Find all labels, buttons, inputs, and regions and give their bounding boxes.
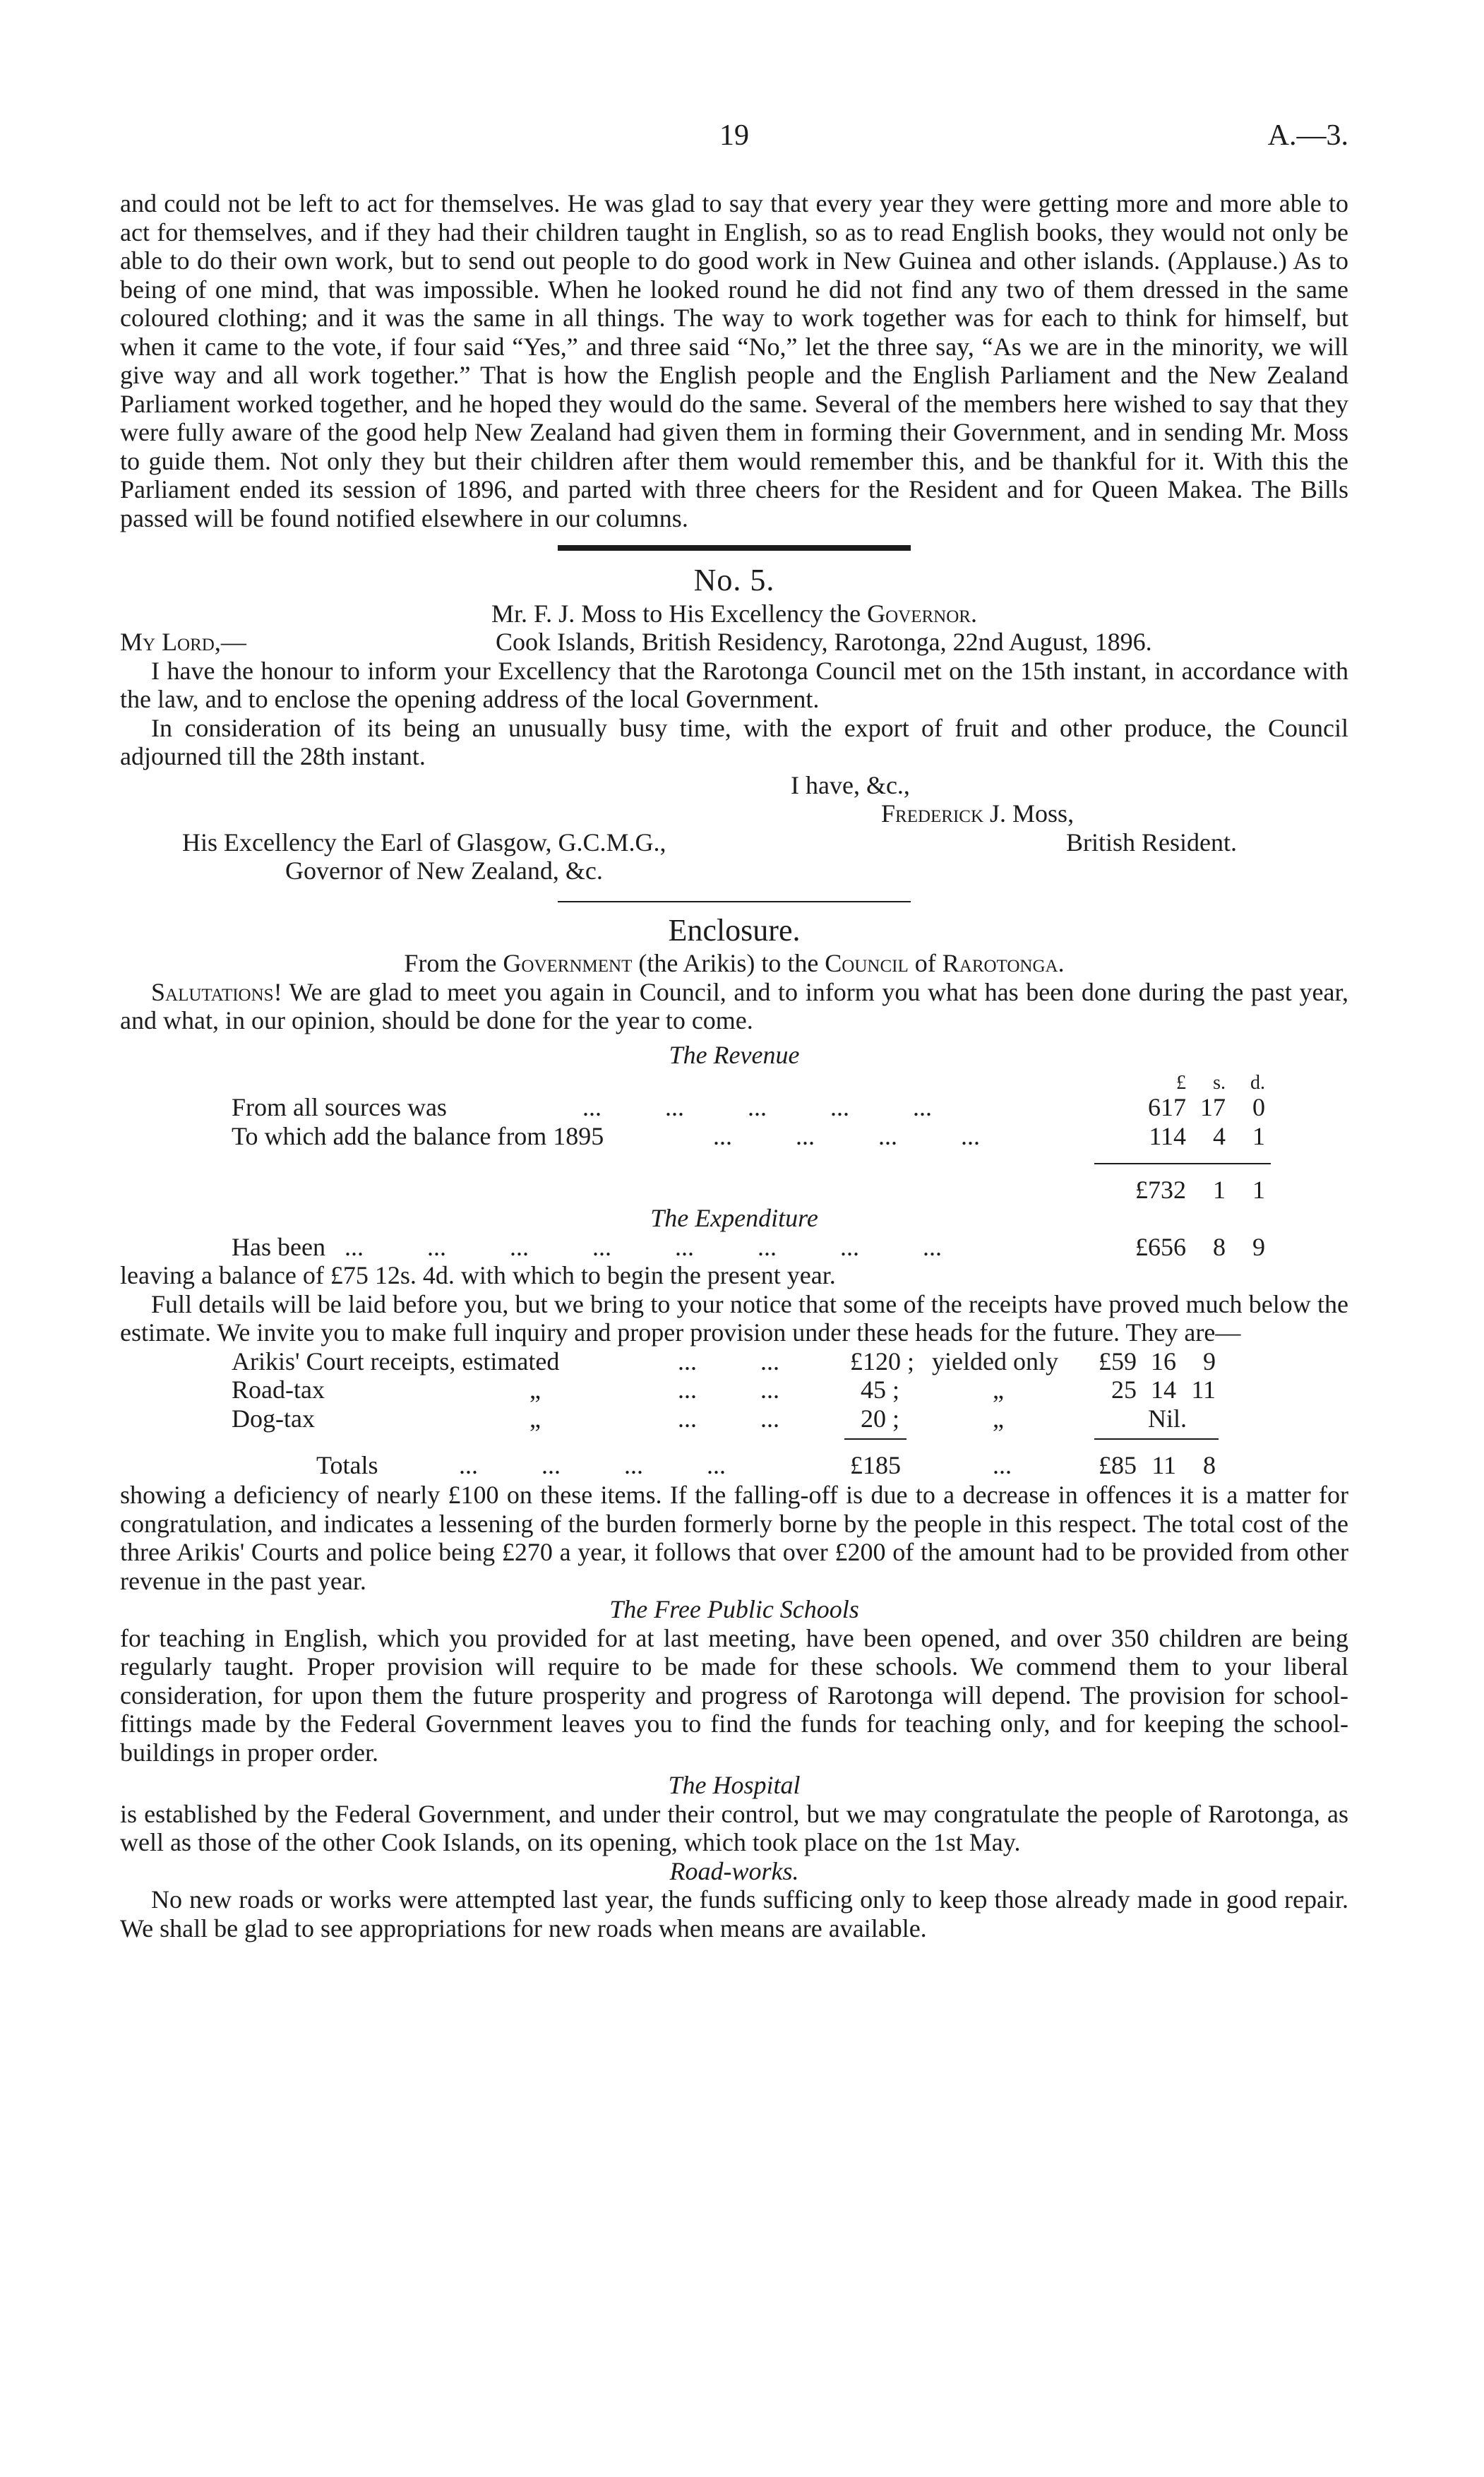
closing-row bbox=[120, 771, 1348, 800]
signature-row bbox=[120, 799, 1348, 828]
receipts-row-pounds: Nil. bbox=[1148, 1404, 1187, 1433]
intro-paragraph: and could not be left to act for themselves. He was glad to say that every year they were getting more and more able to act for themselves, and if they had their children taught in English, so as to read English books, they would not only be able to do their own work, but to send out people to do good work in New Guinea and other islands. (Applause.) As to being of one mind, that was impossible. When he looked round he did not find any two of them dressed in the same coloured clothing; and it was the same in all things. The way to work together was for each to think for himself, but when it came to the vote, if four said “Yes,” and three said “No,” let the three say, “As we are in the minority, we will give way and all work together.” That is how the English people and the English Parliament and the New Zealand Parliament worked together, and he hoped they would do the same. Several of the members here wished to say that they were fully aware of the good help New Zealand had given them in forming their Government, and in sending Mr. Moss to guide them. Not only they but their children after them would remember this, and be thankful for it. With this the Parliament ended its session of 1896, and parted with three cheers for the Resident and for Queen Makea. The Bills passed will be found notified elsewhere in our columns. bbox=[120, 189, 1348, 532]
totals-pounds: £85 bbox=[1099, 1451, 1137, 1479]
revenue-row bbox=[120, 1122, 1348, 1151]
from-part-6: Rarotonga. bbox=[942, 949, 1065, 977]
receipts-row-label: Dog-tax bbox=[232, 1404, 315, 1433]
page-number: 19 bbox=[719, 119, 749, 152]
addressee-line-1: His Excellency the Earl of Glasgow, G.C.M.G., bbox=[182, 828, 666, 856]
from-to-text: Mr. F. J. Moss to His Excellency the bbox=[491, 599, 868, 628]
receipts-row-shillings: 16 bbox=[1151, 1347, 1176, 1375]
from-to-title: Governor. bbox=[867, 599, 977, 628]
receipts-row-pounds: 25 bbox=[1111, 1375, 1137, 1404]
enclosure-from-line bbox=[120, 949, 1348, 978]
roads-heading: Road-works. bbox=[669, 1856, 799, 1885]
receipts-row-leaders: ... ... bbox=[678, 1347, 779, 1375]
expenditure-pence: 9 bbox=[1252, 1232, 1265, 1261]
revenue-total-pounds: £732 bbox=[1135, 1176, 1186, 1204]
revenue-row-pence: 0 bbox=[1252, 1093, 1265, 1121]
totals-shillings: 11 bbox=[1151, 1451, 1176, 1479]
addressee-row-1 bbox=[120, 828, 1348, 857]
totals-row bbox=[120, 1448, 1348, 1481]
receipts-row-label: Arikis' Court receipts, estimated bbox=[232, 1347, 560, 1375]
currency-header-row bbox=[120, 1069, 1348, 1093]
receipts-row-pence: 11 bbox=[1191, 1375, 1216, 1404]
shillings-column-header: s. bbox=[1213, 1072, 1226, 1094]
receipts-row-yielded: yielded only bbox=[932, 1347, 1058, 1375]
revenue-row-shillings: 17 bbox=[1200, 1093, 1226, 1121]
totals-leaders: ... ... ... ... bbox=[459, 1451, 726, 1479]
section-divider-thin bbox=[558, 901, 911, 902]
expenditure-pounds: £656 bbox=[1135, 1232, 1186, 1261]
schools-paragraph: for teaching in English, which you provided for at last meeting, have been opened, and over 350 children are being regularly taught. Proper provision will require to be made for these schools. We commend them to your liberal consideration, for upon them the future prosperity and progress of Rarotonga will depend. The provision for school-fittings made by the Federal Government leaves you to find the funds for teaching only, and for keeping the school-buildings in proper order. bbox=[120, 1623, 1348, 1767]
receipts-row-leaders: ... ... bbox=[678, 1375, 779, 1404]
section-divider-thick bbox=[558, 545, 911, 551]
deficiency-paragraph: showing a deficiency of nearly £100 on these items. If the falling-off is due to a decrease in offences it is a matter for congratulation, and indicates a lessening of the burden formerly borne by the people in this respect. The total cost of the three Arikis' Courts and police being £270 a year, it follows that over £200 of the amount had to be provided from other revenue in the past year. bbox=[120, 1481, 1348, 1595]
revenue-row-label: From all sources was bbox=[232, 1093, 447, 1121]
expenditure-leaders: ... ... ... ... ... ... ... ... bbox=[345, 1232, 942, 1261]
revenue-row-pounds: 114 bbox=[1149, 1121, 1186, 1150]
page-header bbox=[120, 119, 1348, 154]
salutations-text: ! We are glad to meet you again in Council, and to inform you what has been done during the past year, and what, in our opinion, should be done for the year to come. bbox=[120, 977, 1348, 1034]
from-part-1: From the bbox=[404, 949, 503, 977]
receipts-row-yielded: „ bbox=[993, 1375, 1004, 1404]
signature-first: Frederick bbox=[881, 799, 984, 828]
revenue-row bbox=[120, 1093, 1348, 1122]
document-reference: A.—3. bbox=[1267, 119, 1348, 152]
revenue-row-leaders: ... ... ... ... ... bbox=[582, 1093, 932, 1121]
receipts-row-label: Road-tax bbox=[232, 1375, 325, 1404]
balance-line: leaving a balance of £75 12s. 4d. with which to begin the present year. bbox=[120, 1261, 836, 1289]
pence-column-header: d. bbox=[1250, 1072, 1265, 1094]
letter-number: No. 5. bbox=[693, 563, 775, 597]
revenue-row-pounds: 617 bbox=[1148, 1093, 1186, 1121]
addressee-line-2: Governor of New Zealand, &c. bbox=[285, 856, 603, 885]
receipts-row-pence: 9 bbox=[1203, 1347, 1216, 1375]
salutation-row bbox=[120, 628, 1348, 657]
revenue-total-shillings: 1 bbox=[1213, 1176, 1226, 1204]
from-part-4: Council bbox=[825, 949, 909, 977]
expenditure-row bbox=[120, 1233, 1348, 1262]
receipts-row-estimate: 45 ; bbox=[860, 1375, 899, 1404]
receipts-row-estimate: 20 ; bbox=[860, 1404, 899, 1433]
receipts-row-estimate: £120 ; bbox=[850, 1347, 915, 1375]
revenue-sum-line-row bbox=[120, 1150, 1348, 1171]
receipts-row-pounds: £59 bbox=[1099, 1347, 1137, 1375]
revenue-row-label: To which add the balance from 1895 bbox=[232, 1121, 604, 1150]
letter-paragraph-1: I have the honour to inform your Excellency that the Rarotonga Council met on the 15th instant, in accordance with the law, and to enclose the opening address of the local Government. bbox=[120, 656, 1348, 713]
revenue-total-pence: 1 bbox=[1252, 1176, 1265, 1204]
signature-rest: J. Moss, bbox=[983, 799, 1075, 828]
from-part-5: of bbox=[908, 949, 943, 977]
totals-mid-leaders: ... bbox=[993, 1451, 1012, 1479]
receipts-row-yielded: „ bbox=[993, 1404, 1004, 1433]
expenditure-heading: The Expenditure bbox=[650, 1204, 818, 1232]
totals-estimate: £185 bbox=[850, 1451, 901, 1479]
receipts-row bbox=[120, 1375, 1348, 1404]
totals-label: Totals bbox=[316, 1451, 378, 1479]
receipts-row bbox=[120, 1404, 1348, 1433]
receipts-row bbox=[120, 1347, 1348, 1376]
letter-from-to bbox=[120, 599, 1348, 628]
letter-paragraph-2: In consideration of its being an unusually busy time, with the export of fruit and other produce, the Council adjourned till the 28th instant. bbox=[120, 713, 1348, 770]
revenue-row-shillings: 4 bbox=[1213, 1121, 1226, 1150]
receipts-row-leaders: ... ... bbox=[678, 1404, 779, 1433]
revenue-total-row bbox=[120, 1171, 1348, 1204]
totals-estimate-line bbox=[844, 1438, 906, 1440]
details-paragraph: Full details will be laid before you, but we bring to your notice that some of the receipts have proved much below the estimate. We invite you to make full inquiry and proper provision under these heads for the future. They are— bbox=[120, 1289, 1348, 1347]
place-date: Cook Islands, British Residency, Rarotonga, 22nd August, 1896. bbox=[496, 628, 1152, 656]
from-part-3: (the Arikis) to the bbox=[632, 949, 825, 977]
receipts-row-ditto: „ bbox=[529, 1375, 541, 1404]
totals-pence: 8 bbox=[1203, 1451, 1216, 1479]
revenue-heading: The Revenue bbox=[669, 1040, 800, 1069]
roads-paragraph: No new roads or works were attempted last year, the funds sufficing only to keep those already made in good repair. We shall be glad to see appropriations for new roads when means are available. bbox=[120, 1885, 1348, 1942]
revenue-sum-line bbox=[1094, 1163, 1271, 1164]
hospital-heading: The Hospital bbox=[668, 1771, 801, 1799]
letter-closing: I have, &c., bbox=[791, 770, 910, 799]
expenditure-label: Has been bbox=[232, 1232, 325, 1261]
receipts-row-ditto: „ bbox=[529, 1404, 541, 1433]
salutations-paragraph bbox=[120, 978, 1348, 1035]
revenue-row-pence: 1 bbox=[1252, 1121, 1265, 1150]
schools-heading: The Free Public Schools bbox=[609, 1595, 859, 1623]
salutations-label: Salutations bbox=[151, 977, 274, 1006]
totals-sum-line-row bbox=[120, 1433, 1348, 1448]
expenditure-shillings: 8 bbox=[1213, 1232, 1226, 1261]
pounds-column-header: £ bbox=[1176, 1072, 1186, 1094]
from-part-2: Government bbox=[503, 949, 633, 977]
totals-yield-line bbox=[1094, 1438, 1219, 1440]
hospital-paragraph: is established by the Federal Government, and under their control, but we may congratulate the people of Rarotonga, as well as those of the other Cook Islands, on its opening, which took place on the 1st May. bbox=[120, 1799, 1348, 1856]
signature bbox=[881, 799, 1074, 828]
enclosure-heading: Enclosure. bbox=[668, 912, 801, 948]
page-body bbox=[120, 189, 1348, 1942]
salutation: My Lord,— bbox=[120, 628, 246, 656]
addressee-row-2 bbox=[120, 856, 1348, 885]
signature-title: British Resident. bbox=[1066, 828, 1237, 856]
revenue-row-leaders: ... ... ... ... bbox=[713, 1121, 980, 1150]
receipts-row-shillings: 14 bbox=[1151, 1375, 1176, 1404]
